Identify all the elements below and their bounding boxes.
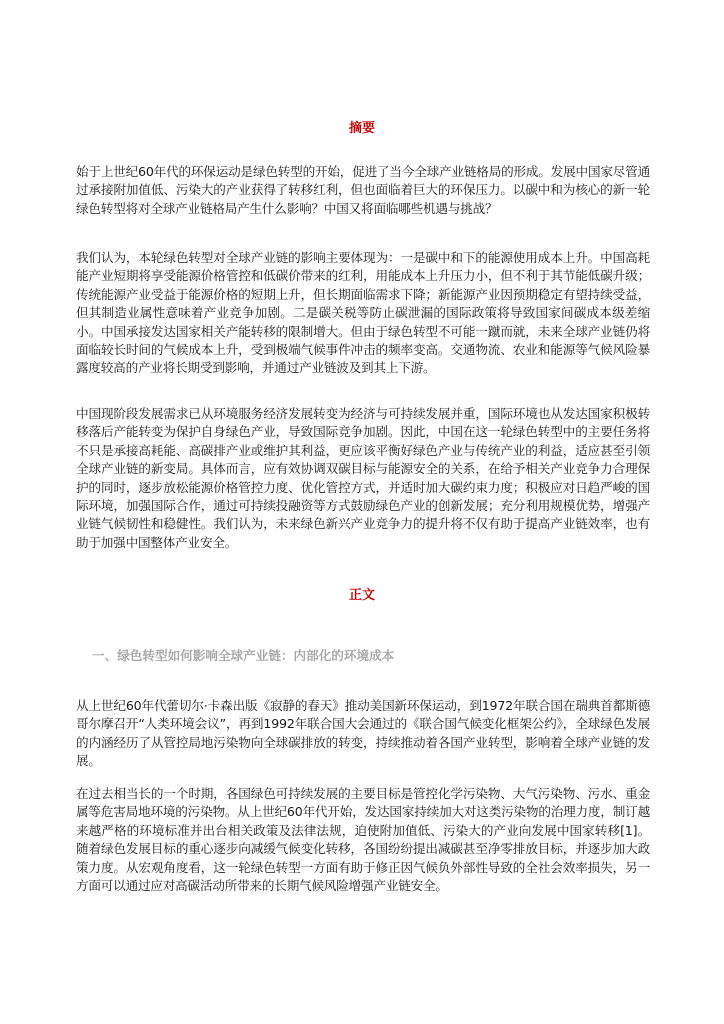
body-paragraph-1: 从上世纪60年代蕾切尔·卡森出版《寂静的春天》推动美国新环保运动，到1972年联合国在瑞典首都斯德哥尔摩召开“人类环境会议”，再到1992年联合国大会通过的《联合国气候变化框架公约》，全球绿色发展的内涵经历了从管控局地污染物向全球碳排放的转变，持续推动着各国产业转型，影响着全球产业链的发展。 <box>76 698 650 769</box>
abstract-paragraph-1: 始于上世纪60年代的环保运动是绿色转型的开始，促进了当今全球产业链格局的形成。发展中国家尽管通过承接附加值低、污染大的产业获得了转移红利，但也面临着巨大的环保压力。以碳中和为核心的新一轮绿色转型将对全球产业链格局产生什么影响？中国又将面临哪些机遇与挑战？ <box>76 164 650 216</box>
abstract-paragraph-3: 中国现阶段发展需求已从环境服务经济发展转变为经济与可持续发展并重，国际环境也从发达国家积极转移落后产能转变为保护自身绿色产业，导致国际竞争加剧。因此，中国在这一轮绿色转型中的主要任务将不只是承接高耗能、高碳排产业或维护其利益，更应该平衡好绿色产业与传统产业的利益，适应甚至引领全球产业链的新变局。具体而言，应有效协调双碳目标与能源安全的关系，在给予相关产业竞争力合理保护的同时，逐步放松能源价格管控力度、优化管控方式，并适时加大碳约束力度；积极应对日趋严峻的国际环境，加强国际合作，通过可持续投融资等方式鼓励绿色产业的创新发展；充分利用规模优势，增强产业链气候韧性和稳健性。我们认为，未来绿色新兴产业竞争力的提升将不仅有助于提高产业链效率，也有助于加强中国整体产业安全。 <box>76 406 650 550</box>
abstract-paragraph-2: 我们认为，本轮绿色转型对全球产业链的影响主要体现为：一是碳中和下的能源使用成本上升。中国高耗能产业短期将享受能源价格管控和低碳价带来的红利，用能成本上升压力小，但不利于其节能低碳升级；传统能源产业受益于能源价格的短期上升，但长期面临需求下降；新能源产业因预期稳定有望持续受益，但其制造业属性意味着产业竞争加剧。二是碳关税等防止碳泄漏的国际政策将导致国家间碳成本级差缩小。中国承接发达国家相关产能转移的限制增大。但由于绿色转型不可能一蹴而就，未来全球产业链仍将面临较长时间的气候成本上升，受到极端气候事件冲击的频率变高。交通物流、农业和能源等气候风险暴露度较高的产业将长期受到影响，并通过产业链波及到其上下游。 <box>76 250 650 376</box>
section-title-1: 一、绿色转型如何影响全球产业链：内部化的环境成本 <box>92 648 395 663</box>
body-paragraph-2: 在过去相当长的一个时期，各国绿色可持续发展的主要目标是管控化学污染物、大气污染物、污水、重金属等危害局地环境的污染物。从上世纪60年代开始，发达国家持续加大对这类污染物的治理力度，制订越来越严格的环境标准并出台相关政策及法律法规，迫使附加值低、污染大的产业向发展中国家转移[1]。随着绿色发展目标的重心逐步向减缓气候变化转移，各国纷纷提出减碳甚至净零排放目标，并逐步加大政策力度。从宏观角度看，这一轮绿色转型一方面有助于修正因气候负外部性导致的全社会效率损失，另一方面可以通过应对高碳活动所带来的长期气候风险增强产业链安全。 <box>76 786 650 894</box>
abstract-heading: 摘要 <box>348 121 375 136</box>
body-heading: 正文 <box>348 588 375 603</box>
